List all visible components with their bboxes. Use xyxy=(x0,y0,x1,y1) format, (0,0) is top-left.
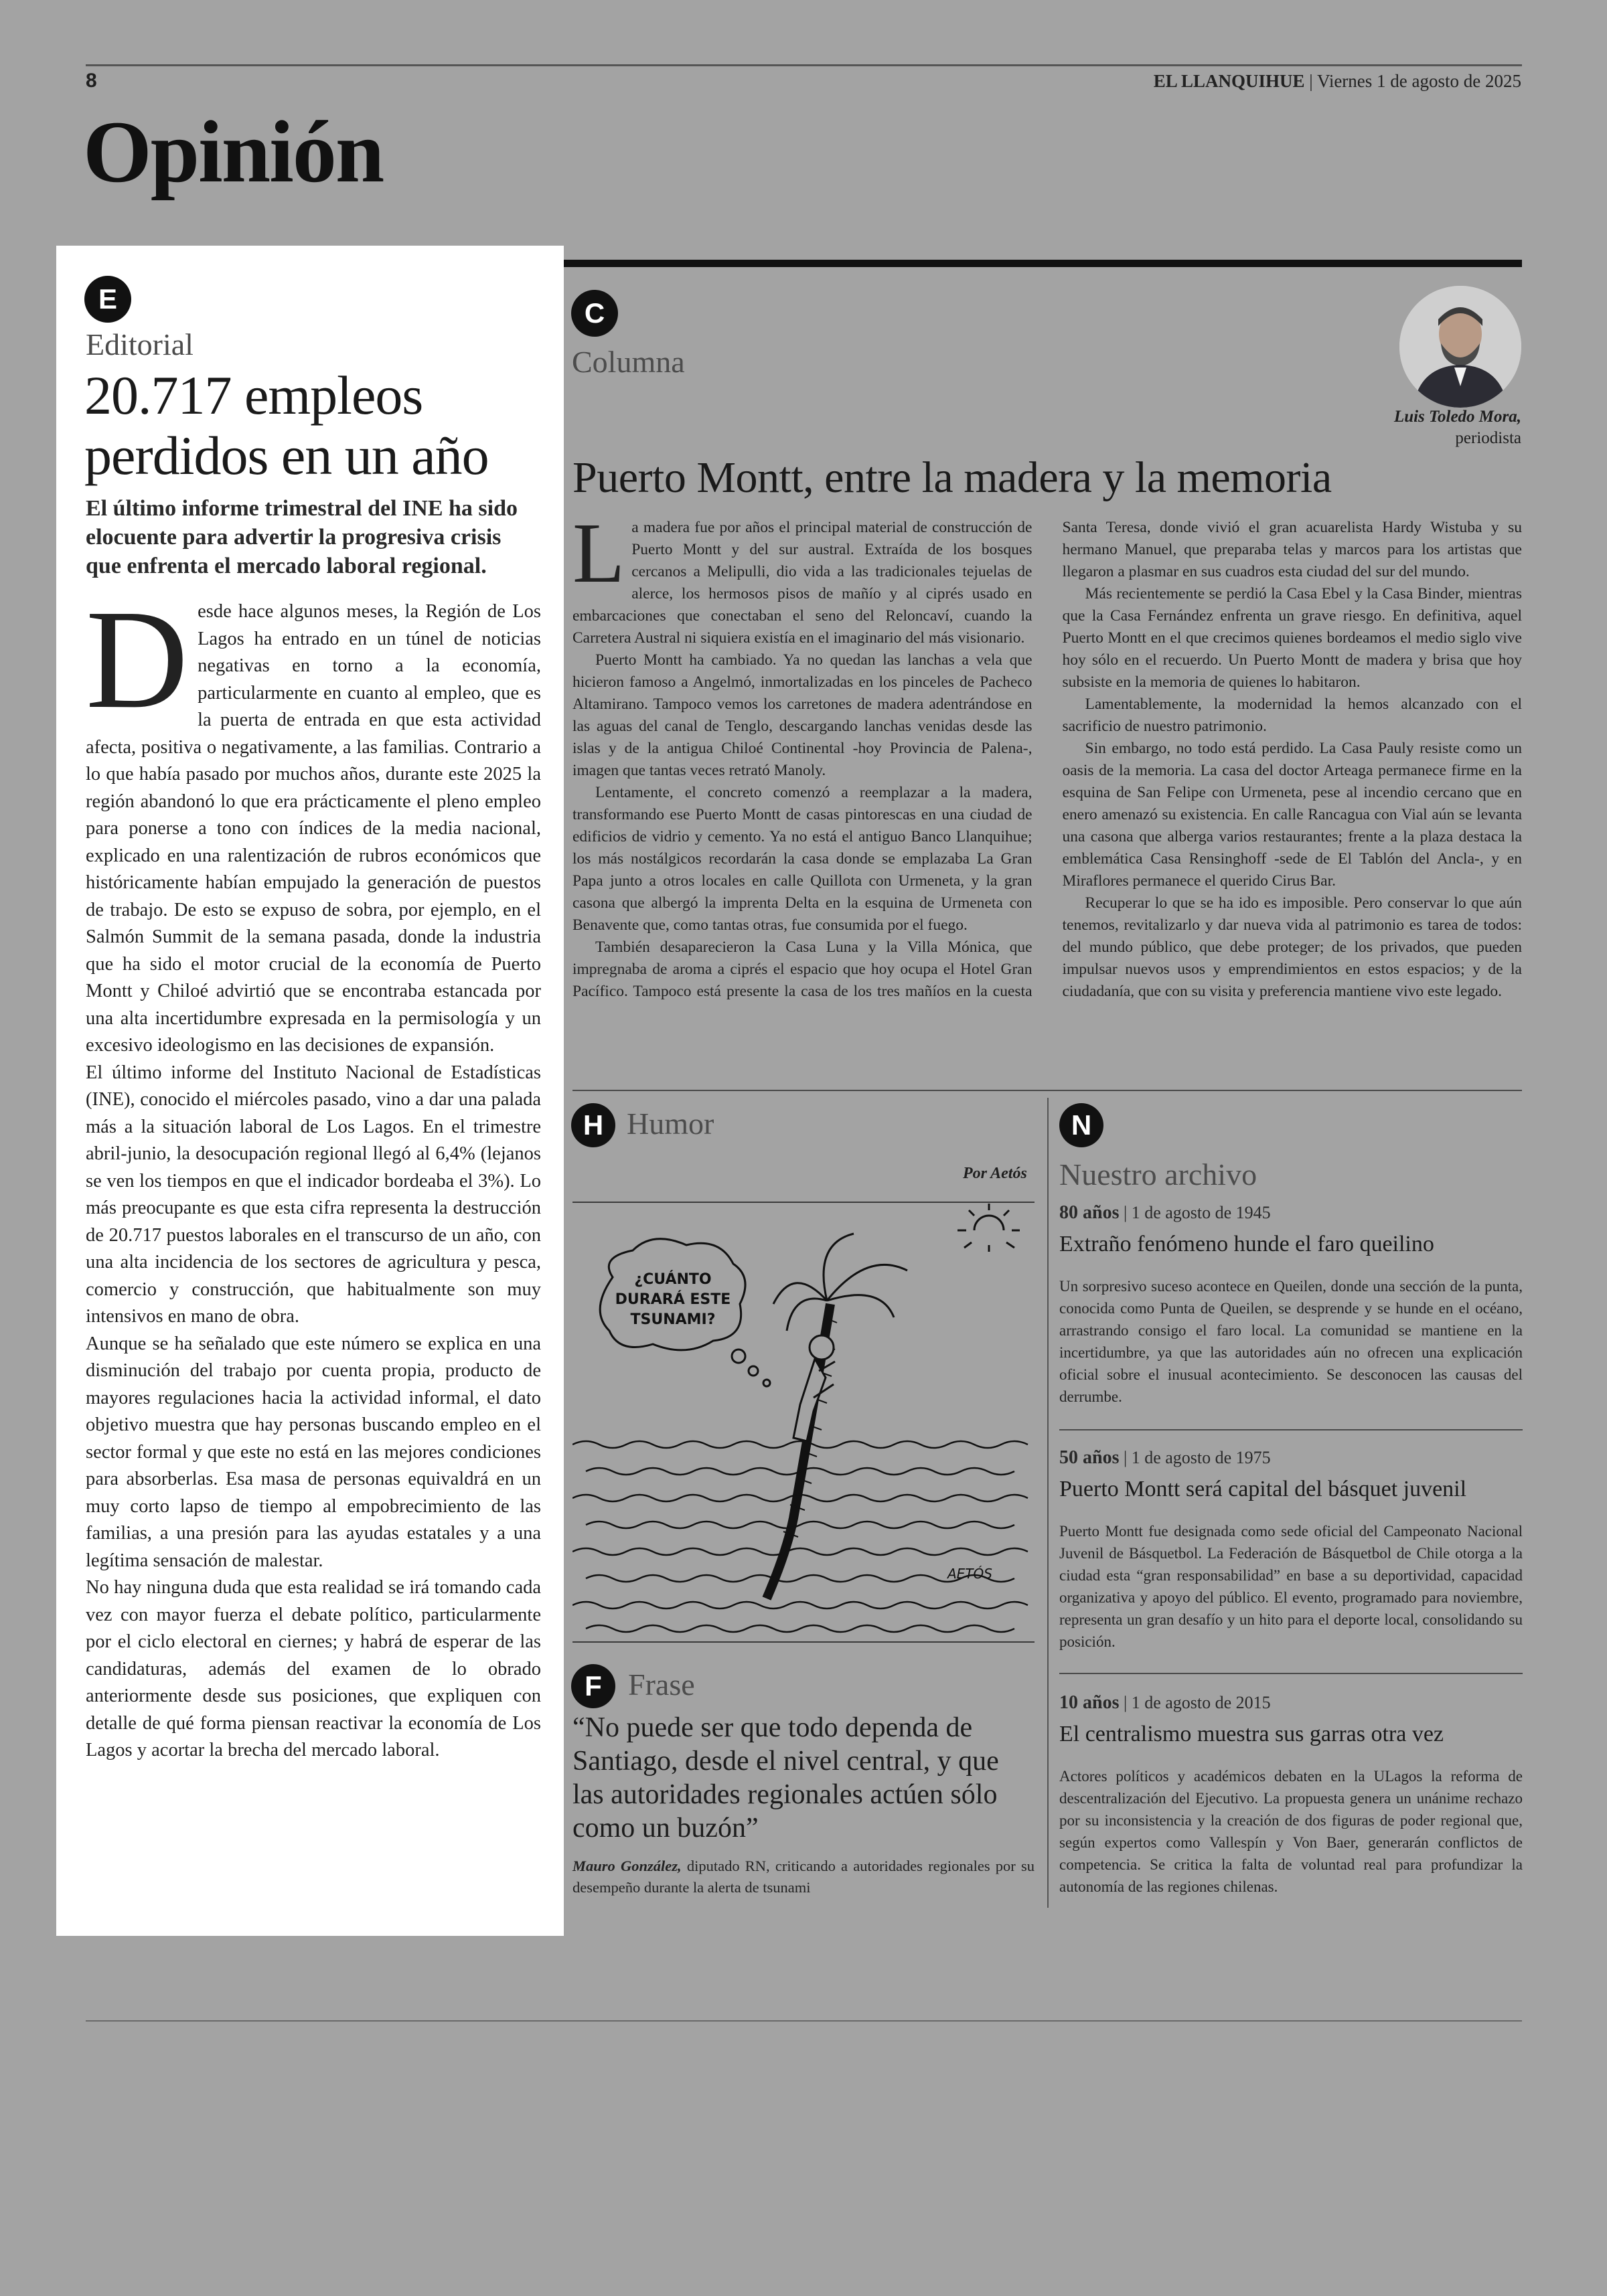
column-paragraph-4: También desaparecieron la Casa Luna y la Villa Mónica, que impregnaba de aroma a ciprés el espacio que hoy ocupa el Hotel Gran Pacífico. Tampoco está presente la casa de los tres mañíos en la cuesta Santa Teresa, donde vivió el gran acuarelista Hardy Wistuba y su hermano Manuel, que preparaba telas y marcos para los artistas que llegaron a plasmar en sus cuadros esta ciudad del sur del mundo. xyxy=(572,519,1522,1000)
humor-kicker: Humor xyxy=(627,1106,714,1141)
frase-attribution-text: diputado RN, criticando a autoridades regionales por su desempeño durante la alerta de tsunami xyxy=(572,1858,1035,1896)
column-paragraph-5: Más recientemente se perdió la Casa Ebel y la Casa Binder, mientras que la Casa Fernández enfrenta un grave riesgo. En definitiva, aquel Puerto Montt en el que crecimos quienes bordeamos el medio siglo vive hoy sólo en el recuerdo. Un Puerto Montt de madera y brisa que hoy subsiste en la memoria de quienes lo habitaron. xyxy=(1062,585,1522,691)
editorial-body xyxy=(86,580,541,1765)
sun-icon xyxy=(958,1204,1020,1252)
author-portrait-icon xyxy=(1399,286,1521,408)
archive-item-2-headline: Puerto Montt será capital del básquet juvenil xyxy=(1059,1477,1467,1501)
bubble-text-2: DURARÁ ESTE xyxy=(615,1291,731,1308)
archive-item-3-text: Actores políticos y académicos debaten en la ULagos la reforma de descentralización del Ejecutivo. La propuesta genera un unánime rechazo por su inconsistencia y la creación de dos figuras de poder regional que, según expertos como Vallespín y Von Baer, generarán conflictos de competencia. Se critica la falta de voluntad real para profundizar la autonomía de las regiones chilenas. xyxy=(1059,1768,1523,1895)
frase-quote: “No puede ser que todo dependa de Santiago, desde el nivel central, y que las autoridades regionales actúen sólo como un buzón” xyxy=(572,1712,999,1843)
column-paragraph-3: Lentamente, el concreto comenzó a reemplazar a la madera, transformando ese Puerto Montt de casas pintorescas en una ciudad de edificios de vidrio y cemento. Ya no está el antiguo Banco Llanquihue; los más nostálgicos recordarán la casa donde se emplazaba La Gran Papa junto a otros locales en calle Quillota con Urmeneta, y la gran casona que albergó la imprenta Delta en la esquina de Urmeneta con Benavente que, como tantas otras, fue consumida por el fuego. xyxy=(572,784,1032,934)
archive-item-1-text: Un sorpresivo suceso acontece en Queilen, donde una sección de la punta, conocida como Punta de Queilen, se desprende y se hunde en el océano, arrastrando consigo el faro local. La comunidad se mantiene en la incertidumbre, ya que las autoridades aún no ofrecen una explicación oficial sobre el inusual acontecimiento. Se desconocen las causas del derrumbe. xyxy=(1059,1278,1523,1405)
editorial-headline xyxy=(84,365,489,486)
editorial-paragraph-4: No hay ninguna duda que esta realidad se irá tomando cada vez con mayor fuerza el debate político, particularmente por el ciclo electoral en ciernes; y habrá de esperar de las candidaturas, además del examen de lo obrado anteriormente desde sus posiciones, que expliquen con detalle de qué forma piensan reactivar la economía de Los Lagos y acortar la brecha del mercado laboral. xyxy=(86,1577,541,1760)
column-paragraph-2: Puerto Montt ha cambiado. Ya no quedan las lanchas a vela que hicieron famoso a Angelmó, inmortalizadas en los pinceles de Pacheco Altamirano. Tampoco vemos los carretones de madera adentrándose en las aguas del canal de Tenglo, descargando lanchas venidas desde las islas y de la antigua Chiloé Continental -hoy Provincia de Palena-, imagen que tantas veces retrató Manoly. xyxy=(572,651,1032,779)
archive-item-3-headline: El centralismo muestra sus garras otra vez xyxy=(1059,1722,1444,1746)
archive-item-2-text: Puerto Montt fue designada como sede oficial del Campeonato Nacional Juvenil de Básquetbol. La Federación de Básquetbol de Chile otorga a la ciudad esta “gran responsabilidad” en base a su deportividad, capacidad organizativa y apoyo del público. El evento, programado para noviembre, representa un gran desafío y un hito para el deporte local, consolidando su posición. xyxy=(1059,1523,1523,1650)
editorial-paragraph-2: El último informe del Instituto Nacional de Estadísticas (INE), conocido el miércoles pasado, vino a dar una palada más a la situación laboral de Los Lagos. En el trimestre abril-junio, la desocupación regional llegó al 6,4% (lejanos se ven los tiempos en que el indicador bordeaba el 3%). Lo más preocupante es que esta cifra representa la destrucción de 20.717 puestos laborales en el transcurso de un año, con una alta incidencia de los sectores de agricultura y pesca, comercio y construcción, que habitualmente son muy intensivos en mano de obra. xyxy=(86,1062,541,1327)
cartoon-panel xyxy=(572,1204,1035,1642)
issue-date: Viernes 1 de agosto de 2025 xyxy=(1316,71,1521,91)
column-divider xyxy=(1047,1098,1049,1908)
palm-tree xyxy=(767,1234,907,1598)
humor-byline: Por Aetós xyxy=(963,1165,1027,1182)
column-badge: C xyxy=(571,290,618,337)
editorial-kicker: Editorial xyxy=(86,327,194,361)
editorial-lead-paragraph xyxy=(86,580,541,1060)
bubble-text-1: ¿CUÁNTO xyxy=(634,1271,712,1288)
column-paragraph-7: Sin embargo, no todo está perdido. La Casa Pauly resiste como un oasis de la memoria. La casa del doctor Arteaga permanece firme en la esquina de San Felipe con Urmeneta, pese al incendio cercano que en enero amenazó su existencia. En calle Rancagua con Vial aún se levanta una casona que alberga varios restaurantes; frente a la plaza destaca la emblemática Casa Rensinghoff -sede de El Tablón del Ancla-, y en Miraflores permanece el querido Cirus Bar. xyxy=(1062,740,1522,890)
archive-separator: | xyxy=(1119,1693,1132,1712)
author-name: Luis Toledo Mora, xyxy=(1393,408,1521,426)
archive-separator: | xyxy=(1119,1203,1132,1222)
archive-item-1-years: 80 años xyxy=(1059,1202,1120,1223)
archive-item-3-date: 1 de agosto de 2015 xyxy=(1131,1693,1271,1712)
frase-badge: F xyxy=(571,1664,615,1708)
frase-author: Mauro González, xyxy=(572,1858,682,1874)
cartoon-signature: AETÓS xyxy=(947,1566,992,1582)
column-lead-text: a madera fue por años el principal material de construcción de Puerto Montt y del sur austral. Extraída de los bosques cercanos a Melipulli, dio vida a las tradicionales tejuelas de alerce, los hermosos pisos de mañío y al ciprés usado en embarcaciones que conectaban el seno del Reloncaví, cuando la Carretera Austral ni siquiera existía en el imaginario del más visionario. xyxy=(572,519,1032,647)
column-author xyxy=(1394,406,1521,449)
archive-kicker: Nuestro archivo xyxy=(1059,1157,1257,1192)
archive-item-3-meta xyxy=(1059,1692,1271,1714)
archive-item-1-meta xyxy=(1059,1202,1271,1224)
header-rule xyxy=(86,64,1522,66)
page-number: 8 xyxy=(86,70,97,92)
archive-separator: | xyxy=(1119,1448,1132,1467)
column-paragraph-6: Lamentablemente, la modernidad la hemos alcanzado con el sacrificio de nuestro patrimonio. xyxy=(1062,695,1522,735)
archive-item-2-meta xyxy=(1059,1447,1271,1469)
editorial-paragraph-3: Aunque se ha señalado que este número se explica en una disminución del trabajo por cuenta propia, producto de mayores regulaciones hacia la actividad informal, el dato objetivo muestra que hay personas buscando empleo en el sector formal y que este no está en las mejores condiciones para absorberlas. Esa masa de personas equivaldrá en un muy corto lapso de tiempo al empobrecimiento de las familias, a una presión para las ayudas estatales y a una legítima sensación de malestar. xyxy=(86,1333,541,1571)
cartoon-bottom-rule xyxy=(572,1641,1035,1643)
cartoon-top-rule xyxy=(572,1202,1035,1203)
column-body xyxy=(572,505,1522,1086)
archive-item-3-years: 10 años xyxy=(1059,1692,1120,1713)
section-title: Opinión xyxy=(83,102,384,201)
archive-item-1-headline: Extraño fenómeno hunde el faro queilino xyxy=(1059,1232,1434,1256)
column-kicker: Columna xyxy=(572,345,685,379)
newspaper-name: EL LLANQUIHUE xyxy=(1153,71,1305,91)
column-lead-paragraph xyxy=(572,505,1032,649)
editorial-lead-text: esde hace algunos meses, la Región de Los Lagos ha entrado en un túnel de noticias negativas en torno a la economía, particularmente en cuanto al empleo, que es la puerta de entrada en que esta actividad afecta, positiva o negativamente, a las familias. Contrario a lo que había pasado por muchos años, durante este 2025 la región abandonó lo que era prácticamente el pleno empleo para ponerse a tono con índices de la media nacional, explicado en una ralentización de rubros económicos que históricamente habían empujado la generación de puestos de trabajo. De esto se expuso de sobra, por ejemplo, en el Salmón Summit de la semana pasada, donde la industria que ha sido el motor crucial de la economía de Puerto Montt y Chiloé advirtió que se encontraba estancada por una alta incertidumbre expresada en la permisología y un excesivo ideologismo en las decisiones de expansión. xyxy=(86,601,541,1056)
column-paragraph-8: Recuperar lo que se ha ido es imposible. Pero conservar lo que aún tenemos, revitalizarlo y dar nueva vida al patrimonio es tarea de todos: del mundo público, que debe proteger; de los privados, que pueden impulsar nuevos usos y emprendimientos en estos espacios; y de la ciudadanía, que con su visita y preferencia mantiene vivo este legado. xyxy=(1062,894,1522,1000)
footer-rule xyxy=(86,2020,1522,2022)
editorial-badge: E xyxy=(84,276,131,323)
column-dropcap: L xyxy=(572,505,625,600)
frase-kicker: Frase xyxy=(628,1667,695,1702)
frase-attribution xyxy=(572,1856,1035,1898)
archive-rule-2 xyxy=(1059,1673,1523,1674)
headline-line-1: 20.717 empleos xyxy=(84,365,423,426)
masthead-date xyxy=(1154,71,1521,92)
editorial-deck: El último informe trimestral del INE ha sido elocuente para advertir la progresiva crisis que enfrenta el mercado laboral regional. xyxy=(86,496,518,578)
archive-item-2-years: 50 años xyxy=(1059,1447,1120,1468)
author-role: periodista xyxy=(1455,429,1521,447)
separator: | xyxy=(1309,71,1317,91)
author-photo xyxy=(1399,286,1521,408)
archive-item-2-date: 1 de agosto de 1975 xyxy=(1131,1448,1271,1467)
humor-badge: H xyxy=(571,1103,615,1147)
editorial-dropcap: D xyxy=(86,580,189,738)
column-headline: Puerto Montt, entre la madera y la memoria xyxy=(572,453,1332,502)
archive-rule-1 xyxy=(1059,1429,1523,1430)
bubble-text-3: TSUNAMI? xyxy=(630,1311,716,1328)
cartoon-drawing xyxy=(572,1204,1035,1642)
column-bottom-rule xyxy=(572,1090,1522,1091)
headline-line-2: perdidos en un año xyxy=(84,425,489,486)
archive-badge: N xyxy=(1059,1103,1103,1147)
archive-item-1-date: 1 de agosto de 1945 xyxy=(1131,1203,1271,1222)
